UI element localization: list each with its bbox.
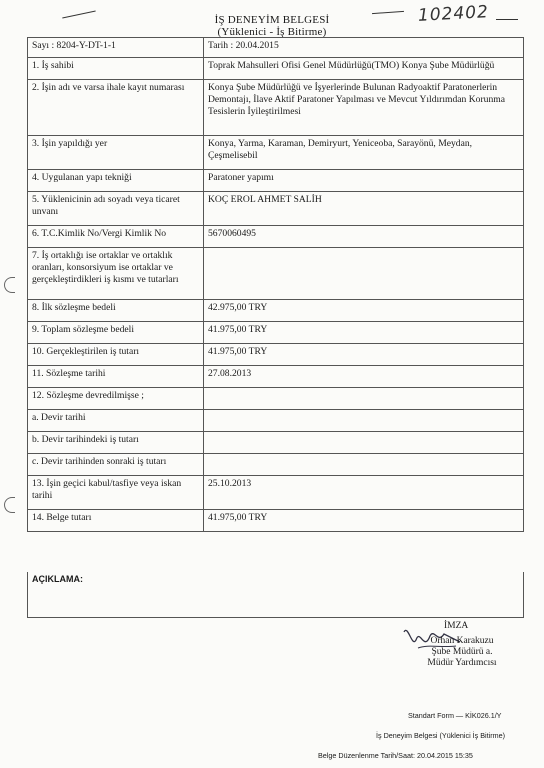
table-row [28,344,524,366]
row-label: c. Devir tarihinden sonraki iş tutarı [28,454,204,476]
row-label: 13. İşin geçici kabul/tasfiye veya iskan tarihi [28,476,204,510]
signatory-title-1: Şube Müdürü a. [431,647,493,657]
row-value: Paratoner yapımı [204,170,524,192]
row-value [204,410,524,432]
row-label: 6. T.C.Kimlik No/Vergi Kimlik No [28,226,204,248]
row-label: 5. Yüklenicinin adı soyadı veya ticaret unvanı [28,192,204,226]
row-label: 8. İlk sözleşme bedeli [28,300,204,322]
footer-date: Belge Düzenlenme Tarih/Saat: 20.04.2015 15:35 [318,751,473,760]
row-label: 9. Toplam sözleşme bedeli [28,322,204,344]
aciklama-label: AÇIKLAMA: [32,574,83,584]
table-row [28,136,524,170]
table-row [28,510,524,532]
row-label: 10. Gerçekleştirilen iş tutarı [28,344,204,366]
table-row [28,248,524,300]
row-value: 41.975,00 TRY [204,322,524,344]
top-row [28,38,524,58]
handwritten-number: 102402 [417,2,490,26]
footer-form-name: İş Deneyim Belgesi (Yüklenici İş Bitirme) [376,731,506,740]
binder-hole-bottom [4,497,15,513]
table-row [28,300,524,322]
row-value [204,388,524,410]
row-label: 7. İş ortaklığı ise ortaklar ve ortaklık oranları, konsorsiyum ise ortaklar ve gerçekleştirdikleri iş kısmı ve tutarları [28,248,204,300]
table-row [28,366,524,388]
row-value: 5670060495 [204,226,524,248]
row-label: 12. Sözleşme devredilmişse ; [28,388,204,410]
row-value: KOÇ EROL AHMET SALİH [204,192,524,226]
row-label: 14. Belge tutarı [28,510,204,532]
row-value: 42.975,00 TRY [204,300,524,322]
row-label: a. Devir tarihi [28,410,204,432]
table-row [28,410,524,432]
row-value: Konya, Yarma, Karaman, Demiryurt, Yeniceoba, Sarayönü, Meydan, Çeşmelisebil [204,136,524,170]
signatory-name: Orhan Karakuzu [430,636,494,646]
row-value [204,454,524,476]
form-table [27,37,524,532]
table-row [28,58,524,80]
row-label: 11. Sözleşme tarihi [28,366,204,388]
row-value: 27.08.2013 [204,366,524,388]
row-label: b. Devir tarihindeki iş tutarı [28,432,204,454]
table-row [28,388,524,410]
row-value: Konya Şube Müdürlüğü ve İşyerlerinde Bulunan Radyoaktif Paratonerlerin Demontajı, İlave Aktif Paratoner Yapılması ve Mevcut Yıldırımdan Korunma Tesislerin İyileştirilmesi [204,80,524,136]
row-value: 41.975,00 TRY [204,510,524,532]
document-title-block [0,14,544,38]
table-row [28,80,524,136]
row-label: 3. İşin yapıldığı yer [28,136,204,170]
row-value [204,248,524,300]
signatory-title-2: Müdür Yardımcısı [427,658,497,668]
document-subtitle: (Yüklenici - İş Bitirme) [217,26,327,38]
row-label: 4. Uygulanan yapı tekniği [28,170,204,192]
table-row [28,170,524,192]
sayi-cell: Sayı : 8204-Y-DT-1-1 [28,38,204,58]
binder-hole-top [4,277,15,293]
imza-label: İMZA [444,621,469,631]
tarih-cell: Tarih : 20.04.2015 [204,38,524,58]
table-row [28,226,524,248]
table-row [28,454,524,476]
row-value [204,432,524,454]
table-row [28,432,524,454]
row-value: 25.10.2013 [204,476,524,510]
row-value: 41.975,00 TRY [204,344,524,366]
aciklama-box [27,572,524,618]
row-label: 1. İş sahibi [28,58,204,80]
table-row [28,192,524,226]
table-row [28,476,524,510]
signatory-block [412,636,512,669]
document-title: İŞ DENEYİM BELGESİ [214,14,330,26]
row-label: 2. İşin adı ve varsa ihale kayıt numarası [28,80,204,136]
table-row [28,322,524,344]
row-value: Toprak Mahsulleri Ofisi Genel Müdürlüğü(TMO) Konya Şube Müdürlüğü [204,58,524,80]
footer-form-code: Standart Form — KİK026.1/Y [408,711,502,720]
